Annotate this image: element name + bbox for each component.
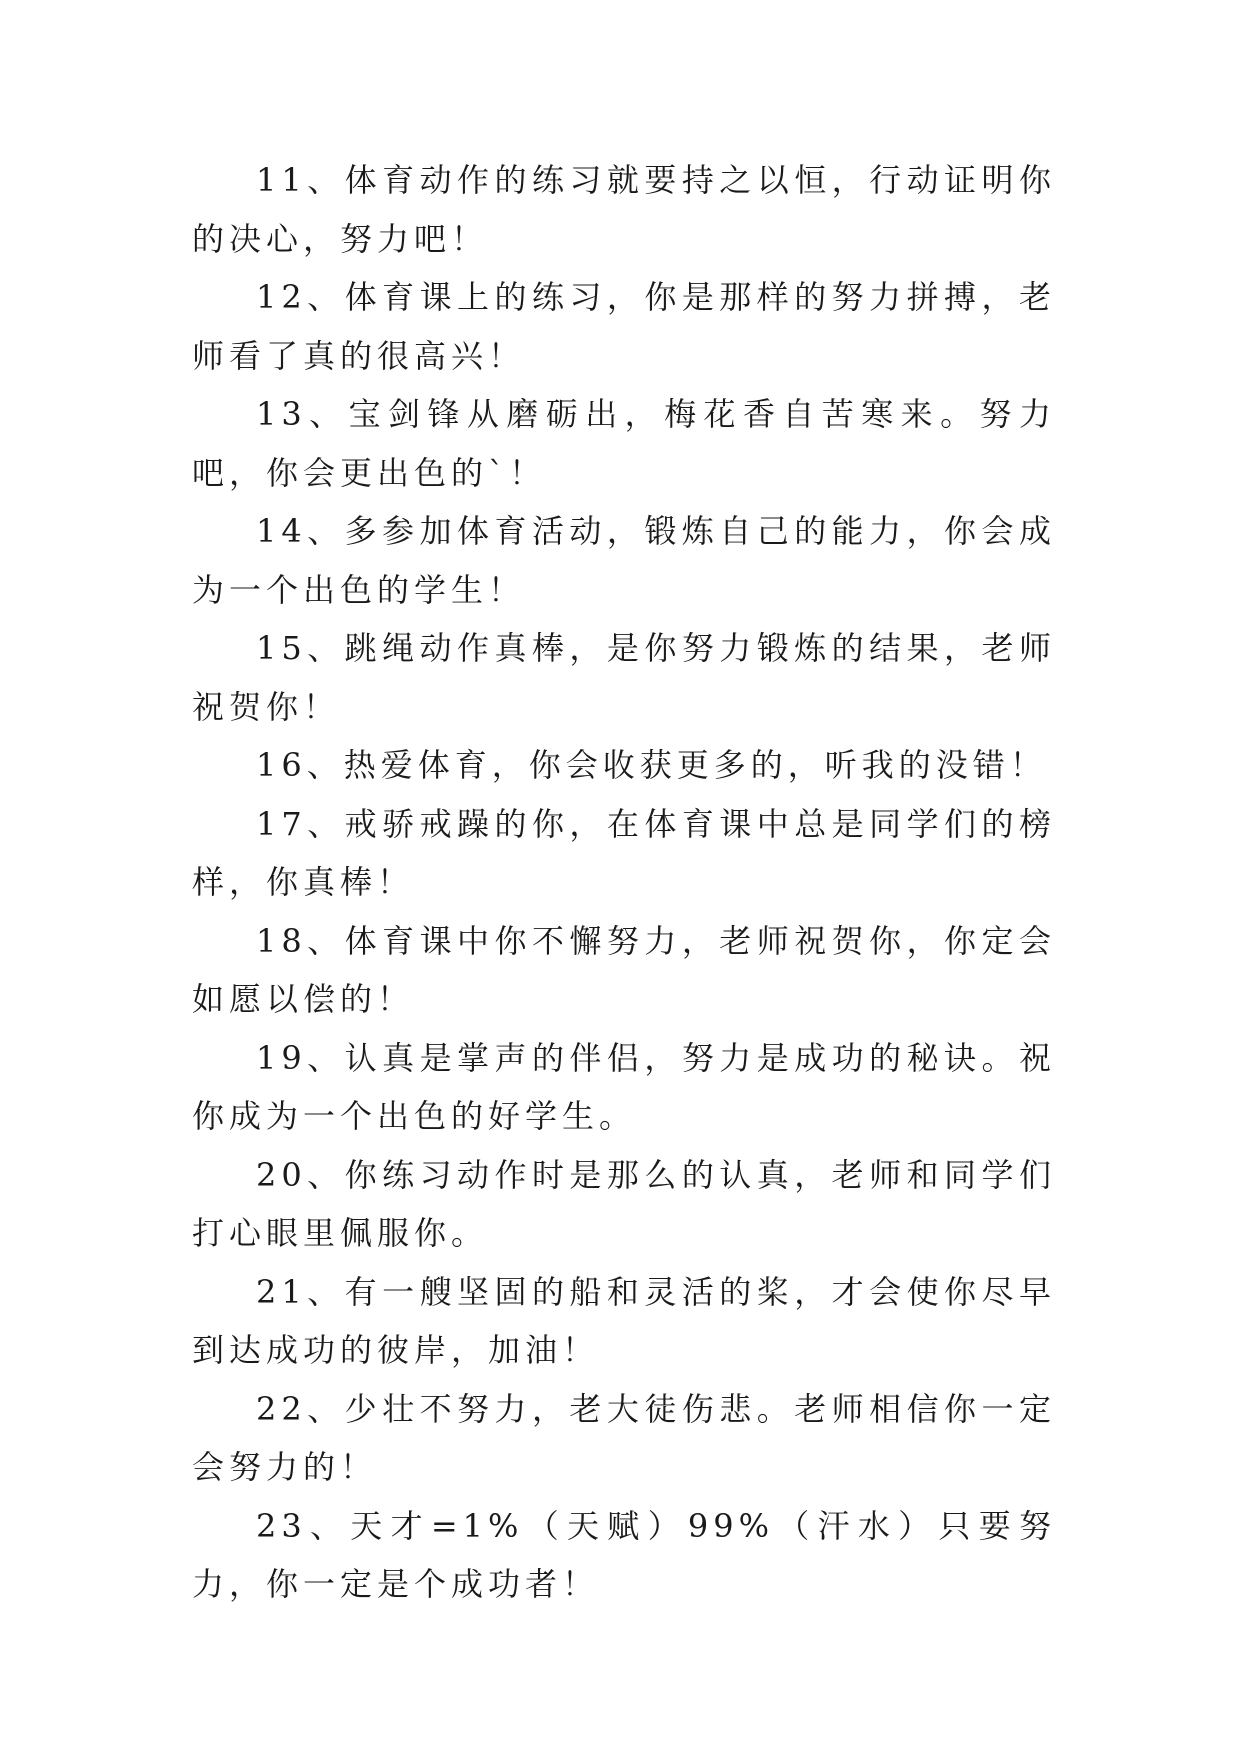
paragraph-14: 14、多参加体育活动，锻炼自己的能力，你会成为一个出色的学生！ — [192, 512, 1056, 609]
paragraph-19: 19、认真是掌声的伴侣，努力是成功的秘诀。祝你成为一个出色的好学生。 — [192, 1038, 1056, 1135]
paragraph-22: 22、少壮不努力，老大徒伤悲。老师相信你一定会努力的！ — [192, 1389, 1056, 1486]
paragraph-11: 11、体育动作的练习就要持之以恒，行动证明你的决心，努力吧！ — [192, 161, 1056, 258]
paragraph-16: 16、热爱体育，你会收获更多的，听我的没错！ — [256, 746, 1047, 784]
paragraph-15: 15、跳绳动作真棒，是你努力锻炼的结果，老师祝贺你！ — [192, 629, 1056, 726]
paragraph-18: 18、体育课中你不懈努力，老师祝贺你，你定会如愿以偿的！ — [192, 921, 1056, 1018]
document-body — [192, 151, 1056, 1614]
paragraph-17: 17、戒骄戒躁的你，在体育课中总是同学们的榜样，你真棒！ — [192, 804, 1056, 901]
paragraph-23: 23、天才=1%（天赋）99%（汗水）只要努力，你一定是个成功者！ — [192, 1506, 1056, 1603]
paragraph-21: 21、有一艘坚固的船和灵活的桨，才会使你尽早到达成功的彼岸，加油！ — [192, 1272, 1056, 1369]
paragraph-13: 13、宝剑锋从磨砺出，梅花香自苦寒来。努力吧，你会更出色的`！ — [192, 395, 1056, 492]
paragraph-12: 12、体育课上的练习，你是那样的努力拼搏，老师看了真的很高兴！ — [192, 278, 1056, 375]
paragraph-20: 20、你练习动作时是那么的认真，老师和同学们打心眼里佩服你。 — [192, 1155, 1056, 1252]
